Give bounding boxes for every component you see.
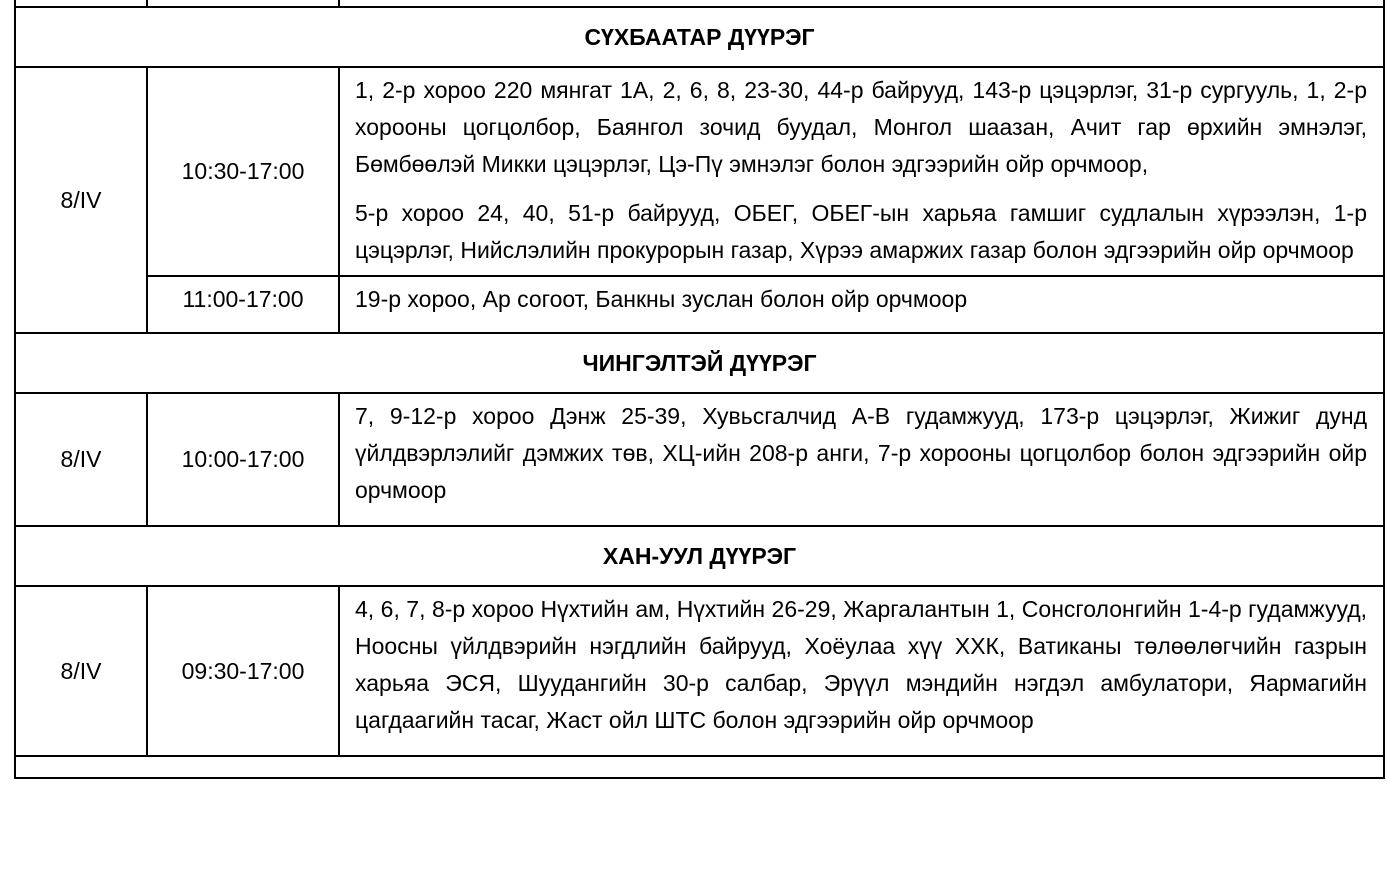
- area-paragraph: 4, 6, 7, 8-р хороо Нүхтийн ам, Нүхтийн 26-29, Жаргалантын 1, Сонсголонгийн 1-4-р гудамжууд, Ноосны үйлдвэрийн нэгдлийн байрууд, Хоёулаа хүү ХХК, Ватиканы төлөөлөгчийн газрын харьяа ЭСЯ, Шуудангийн 30-р салбар, Эрүүл мэндийн нэгдэл амбулатори, Яармагийн цагдаагийн тасаг, Жаст ойл ШТС болон эдгээрийн ойр орчмоор: [355, 596, 1367, 733]
- area-cell: [339, 586, 1384, 756]
- area-cell: [339, 393, 1384, 526]
- district-name: СҮХБААТАР ДҮҮРЭГ: [15, 7, 1384, 67]
- schedule-row: [15, 276, 1384, 333]
- next-row-stub: [15, 756, 1384, 778]
- area-paragraph: 5-р хороо 24, 40, 51-р байрууд, ОБЕГ, ОБЕГ-ын харьяа гамшиг судлалын хүрээлэн, 1-р цэцэрлэг, Нийслэлийн прокурорын газар, Хүрээ амаржих газар болон эдгээрийн ойр орчмоор: [355, 200, 1367, 263]
- district-header-row: [15, 333, 1384, 393]
- district-header-row: [15, 7, 1384, 67]
- area-cell: [339, 276, 1384, 333]
- area-paragraph: 19-р хороо, Ар согоот, Банкны зуслан болон ойр орчмоор: [355, 286, 968, 312]
- time-cell: 11:00-17:00: [147, 276, 339, 333]
- time-cell: 10:00-17:00: [147, 393, 339, 526]
- time-cell: 10:30-17:00: [147, 67, 339, 276]
- area-paragraph: 7, 9-12-р хороо Дэнж 25-39, Хувьсгалчид А-В гудамжууд, 173-р цэцэрлэг, Жижиг дунд үйлдвэрлэлийг дэмжих төв, ХЦ-ийн 208-р анги, 7-р хорооны цогцолбор болон эдгээрийн ойр орчмоор: [355, 403, 1367, 503]
- date-cell: 8/IV: [15, 393, 147, 526]
- schedule-row: [15, 393, 1384, 526]
- time-cell: 09:30-17:00: [147, 586, 339, 756]
- district-name: ЧИНГЭЛТЭЙ ДҮҮРЭГ: [15, 333, 1384, 393]
- schedule-row: [15, 67, 1384, 276]
- date-cell: 8/IV: [15, 67, 147, 333]
- previous-row-stub: [15, 0, 1384, 7]
- power-outage-schedule-table: [14, 0, 1385, 779]
- area-paragraph: 1, 2-р хороо 220 мянгат 1А, 2, 6, 8, 23-30, 44-р байрууд, 143-р цэцэрлэг, 31-р сургууль, 1, 2-р хорооны цогцолбор, Баянгол зочид буудал, Монгол шаазан, Ачит гар өрхийн эмнэлэг, Бөмбөөлэй Микки цэцэрлэг, Цэ-Пү эмнэлэг болон эдгээрийн ойр орчмоор,: [355, 77, 1367, 177]
- schedule-row: [15, 586, 1384, 756]
- district-name: ХАН-УУЛ ДҮҮРЭГ: [15, 526, 1384, 586]
- date-cell: 8/IV: [15, 586, 147, 756]
- district-header-row: [15, 526, 1384, 586]
- area-cell: [339, 67, 1384, 276]
